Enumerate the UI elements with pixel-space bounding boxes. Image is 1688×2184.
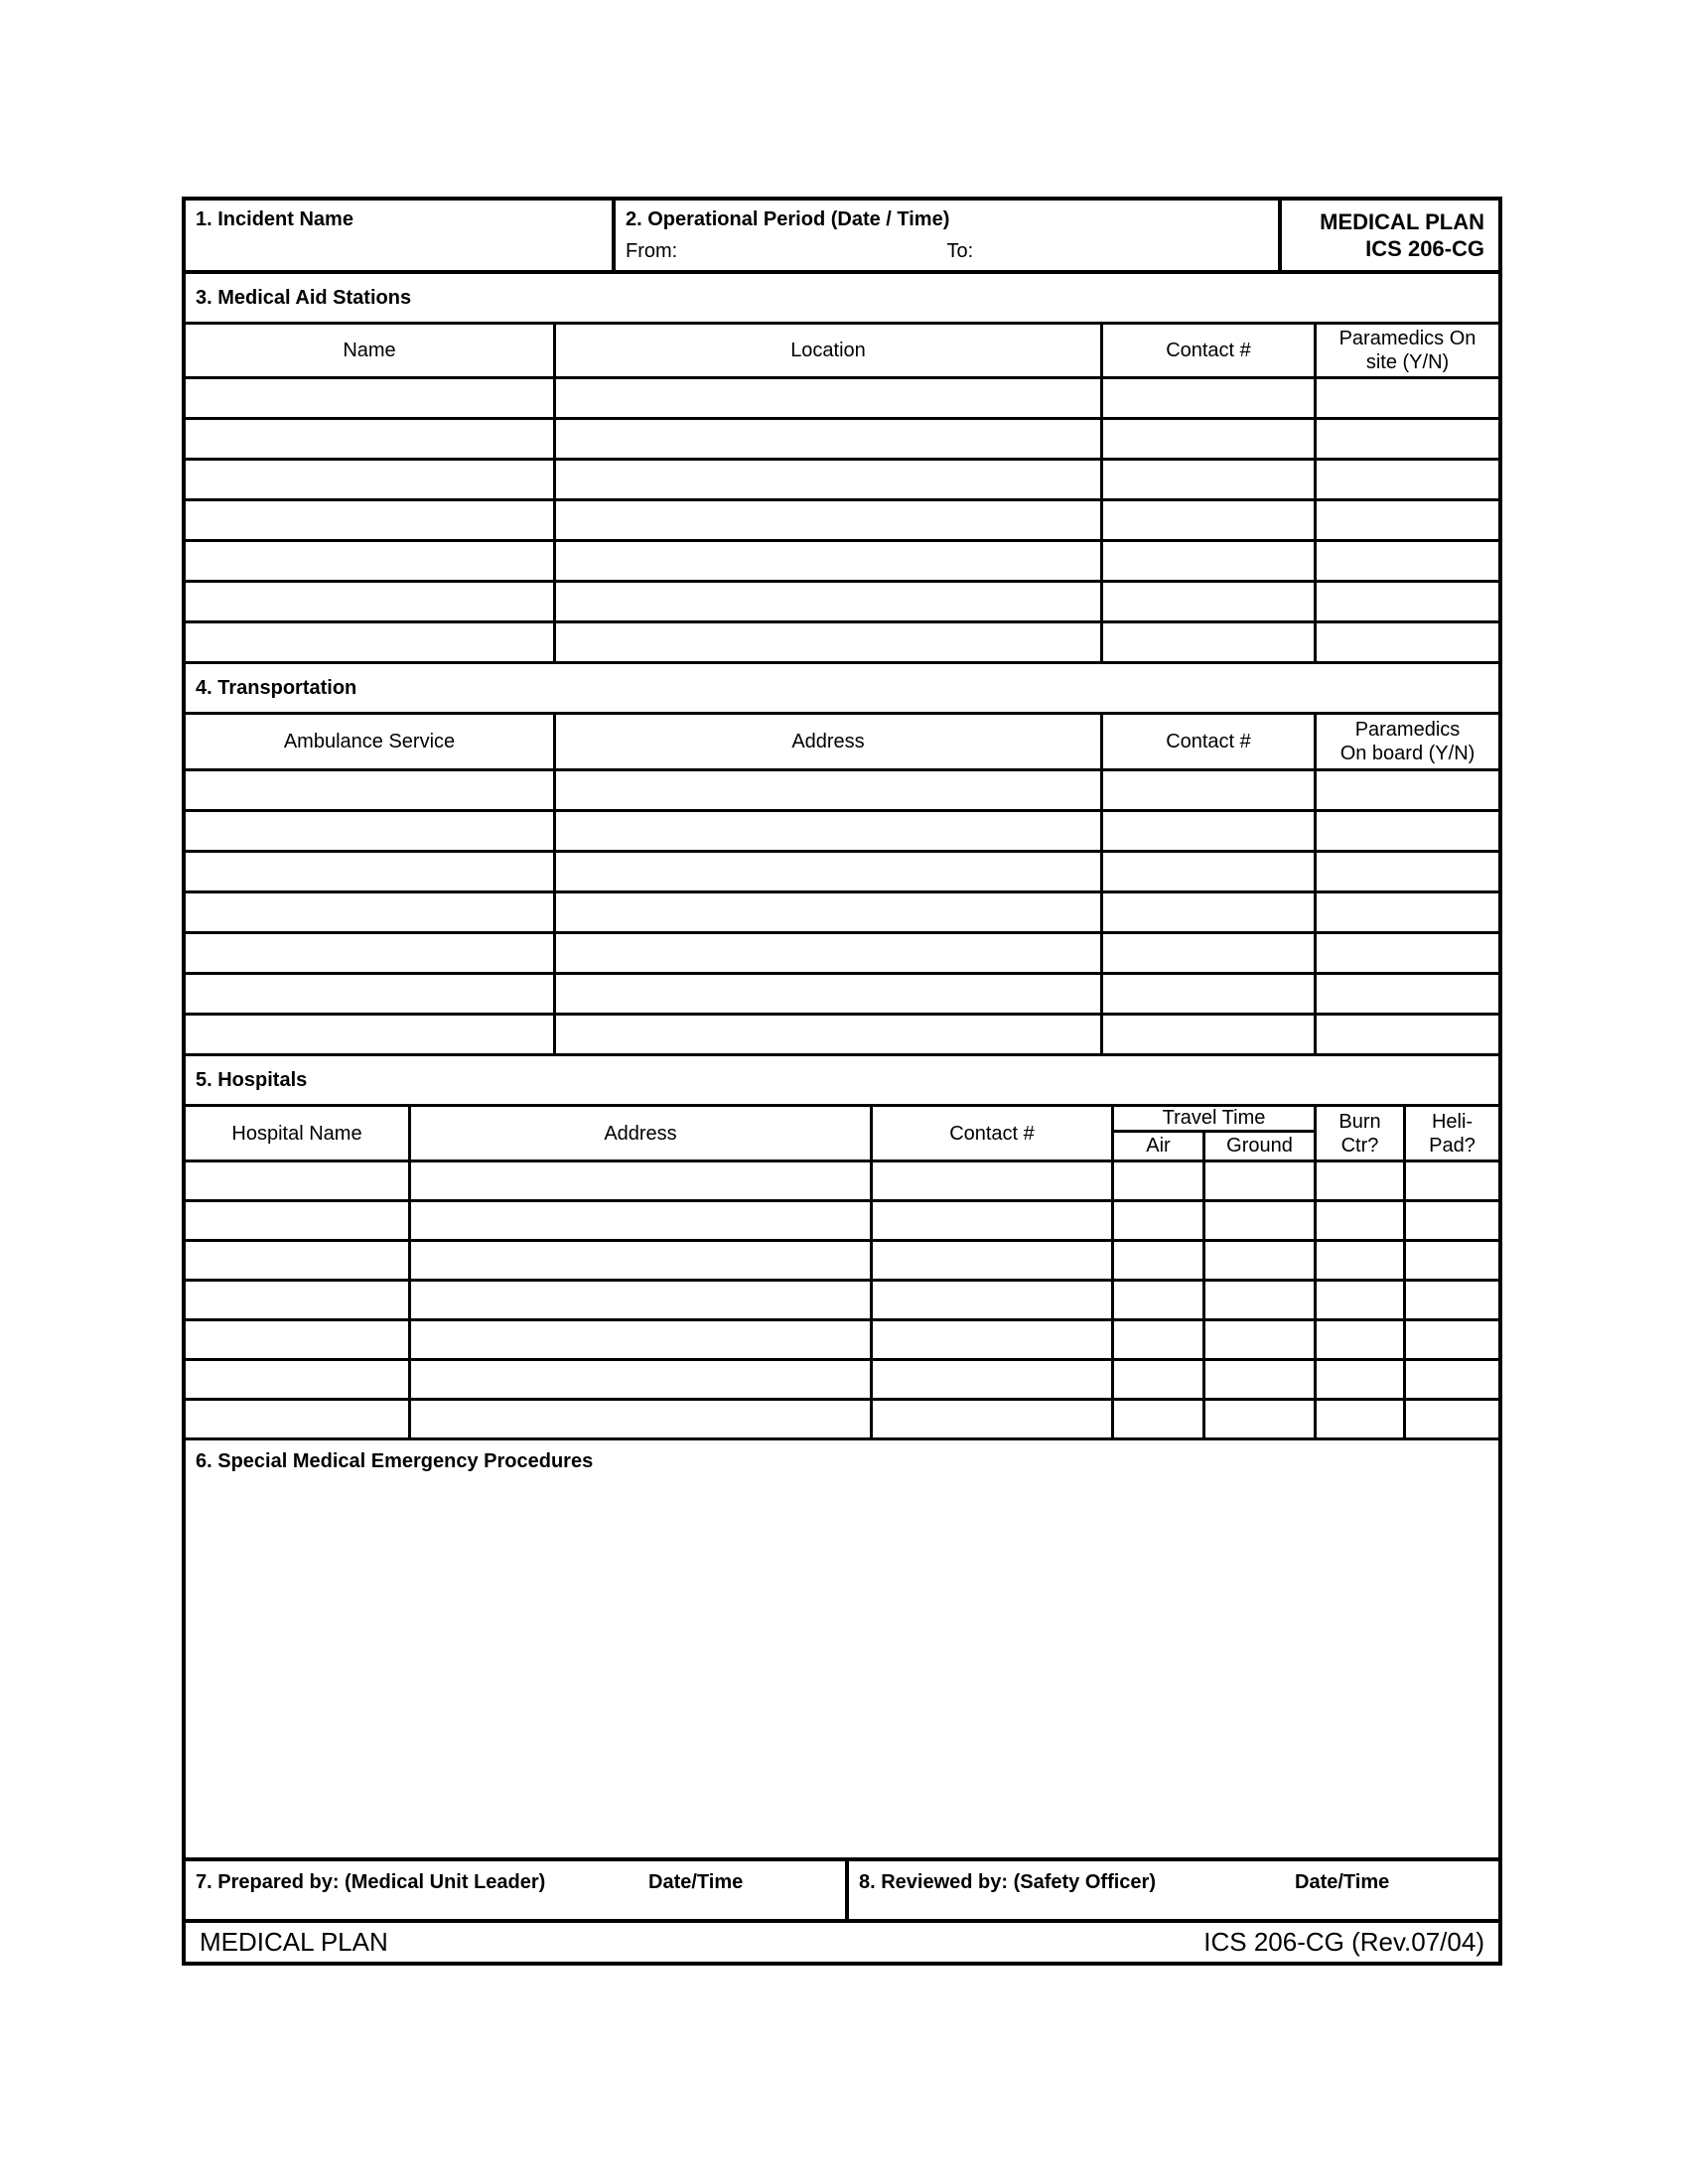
- transportation-section-title: 4. Transportation: [196, 676, 357, 699]
- empty-cell[interactable]: [556, 975, 1103, 1013]
- empty-cell[interactable]: [411, 1321, 873, 1358]
- empty-cell[interactable]: [186, 893, 556, 931]
- medical-aid-section-bar: [186, 274, 1498, 325]
- col-label: Heli-: [1431, 1110, 1474, 1133]
- col-label: Ambulance Service: [283, 731, 456, 752]
- table-row: [186, 771, 1498, 812]
- hospitals-section-title: 5. Hospitals: [196, 1068, 308, 1091]
- form-title-line2: ICS 206-CG: [1365, 236, 1484, 261]
- col-label: Burn: [1338, 1110, 1381, 1133]
- empty-cell[interactable]: [186, 1401, 411, 1437]
- empty-cell[interactable]: [186, 1282, 411, 1318]
- empty-cell[interactable]: [1317, 1202, 1406, 1239]
- col-label: Air: [1146, 1135, 1171, 1157]
- to-label: To:: [946, 240, 974, 262]
- empty-cell[interactable]: [873, 1401, 1114, 1437]
- empty-cell[interactable]: [1103, 771, 1317, 809]
- empty-cell[interactable]: [1317, 853, 1498, 890]
- table-row: [186, 623, 1498, 664]
- empty-cell[interactable]: [186, 1321, 411, 1358]
- hospitals-col-travel-time: [1114, 1107, 1317, 1160]
- hospitals-col-ground: [1205, 1133, 1314, 1160]
- empty-cell[interactable]: [1103, 542, 1317, 580]
- empty-cell[interactable]: [186, 1162, 411, 1199]
- empty-cell[interactable]: [1317, 1282, 1406, 1318]
- reviewed-by-label: 8. Reviewed by: (Safety Officer): [859, 1871, 1156, 1893]
- table-row: [186, 812, 1498, 853]
- empty-cell[interactable]: [186, 1242, 411, 1279]
- empty-cell[interactable]: [186, 1361, 411, 1398]
- empty-cell[interactable]: [1114, 1242, 1205, 1279]
- empty-cell[interactable]: [873, 1361, 1114, 1398]
- empty-cell[interactable]: [1205, 1162, 1317, 1199]
- table-row: [186, 461, 1498, 501]
- from-label: From:: [626, 240, 678, 262]
- operational-period-field[interactable]: [616, 201, 1278, 270]
- transportation-col-address: [556, 715, 1103, 768]
- empty-cell[interactable]: [411, 1401, 873, 1437]
- empty-cell[interactable]: [1317, 461, 1498, 498]
- col-label: Location: [790, 340, 866, 361]
- empty-cell[interactable]: [186, 461, 556, 498]
- table-row: [186, 583, 1498, 623]
- empty-cell[interactable]: [186, 934, 556, 972]
- table-row: [186, 853, 1498, 893]
- table-row: [186, 1242, 1498, 1282]
- transportation-table-body: [186, 771, 1498, 1056]
- empty-cell[interactable]: [1406, 1282, 1498, 1318]
- empty-cell[interactable]: [1103, 379, 1317, 417]
- empty-cell[interactable]: [1205, 1242, 1317, 1279]
- empty-cell[interactable]: [186, 542, 556, 580]
- col-label: Hospital Name: [231, 1122, 362, 1145]
- empty-cell[interactable]: [1406, 1202, 1498, 1239]
- empty-cell[interactable]: [1406, 1162, 1498, 1199]
- empty-cell[interactable]: [873, 1321, 1114, 1358]
- empty-cell[interactable]: [186, 975, 556, 1013]
- empty-cell[interactable]: [1114, 1321, 1205, 1358]
- incident-name-label: 1. Incident Name: [196, 208, 353, 230]
- table-row: [186, 1321, 1498, 1361]
- empty-cell[interactable]: [1205, 1282, 1317, 1318]
- empty-cell[interactable]: [1317, 583, 1498, 620]
- empty-cell[interactable]: [1114, 1361, 1205, 1398]
- empty-cell[interactable]: [1103, 420, 1317, 458]
- empty-cell[interactable]: [1317, 420, 1498, 458]
- empty-cell[interactable]: [411, 1361, 873, 1398]
- table-row: [186, 1162, 1498, 1202]
- empty-cell[interactable]: [556, 623, 1103, 661]
- empty-cell[interactable]: [1317, 1361, 1406, 1398]
- table-row: [186, 420, 1498, 461]
- empty-cell[interactable]: [1406, 1321, 1498, 1358]
- empty-cell[interactable]: [1317, 542, 1498, 580]
- operational-period-range: [626, 240, 1268, 264]
- empty-cell[interactable]: [1317, 623, 1498, 661]
- col-label: Pad?: [1429, 1134, 1476, 1157]
- footer-form-number: ICS 206-CG (Rev.07/04): [1203, 1927, 1484, 1957]
- empty-cell[interactable]: [1103, 501, 1317, 539]
- empty-cell[interactable]: [186, 379, 556, 417]
- prepared-by-field[interactable]: [186, 1861, 849, 1919]
- col-label: Address: [604, 1122, 677, 1145]
- col-label: Contact #: [1166, 340, 1251, 361]
- form-header-row: [186, 201, 1498, 274]
- col-label: Paramedics: [1354, 719, 1461, 741]
- table-row: [186, 1202, 1498, 1242]
- empty-cell[interactable]: [556, 542, 1103, 580]
- col-label: Name: [343, 340, 396, 361]
- prepared-datetime-label: Date/Time: [648, 1871, 744, 1893]
- hospitals-col-contact: [873, 1107, 1114, 1160]
- medical-aid-table-body: [186, 379, 1498, 664]
- empty-cell[interactable]: [186, 812, 556, 850]
- empty-cell[interactable]: [1103, 853, 1317, 890]
- empty-cell[interactable]: [186, 420, 556, 458]
- hospitals-table-body: [186, 1162, 1498, 1440]
- empty-cell[interactable]: [556, 853, 1103, 890]
- empty-cell[interactable]: [1317, 1162, 1406, 1199]
- empty-cell[interactable]: [1103, 583, 1317, 620]
- empty-cell[interactable]: [411, 1242, 873, 1279]
- empty-cell[interactable]: [186, 853, 556, 890]
- empty-cell[interactable]: [556, 771, 1103, 809]
- form-footer: [186, 1923, 1498, 1962]
- empty-cell[interactable]: [1205, 1202, 1317, 1239]
- table-row: [186, 893, 1498, 934]
- signoff-row: [186, 1861, 1498, 1923]
- empty-cell[interactable]: [1406, 1401, 1498, 1437]
- empty-cell[interactable]: [556, 893, 1103, 931]
- form-title-box: [1278, 201, 1498, 270]
- empty-cell[interactable]: [1317, 893, 1498, 931]
- empty-cell[interactable]: [1317, 771, 1498, 809]
- transportation-col-contact: [1103, 715, 1317, 768]
- col-label: Ctr?: [1340, 1134, 1379, 1157]
- table-row: [186, 975, 1498, 1016]
- table-row: [186, 934, 1498, 975]
- empty-cell[interactable]: [186, 623, 556, 661]
- transportation-col-paramedics: [1317, 715, 1498, 768]
- empty-cell[interactable]: [1205, 1401, 1317, 1437]
- col-label: Contact #: [1166, 731, 1251, 752]
- form-title-line1: MEDICAL PLAN: [1320, 209, 1484, 234]
- col-label: Travel Time: [1162, 1107, 1266, 1129]
- empty-cell[interactable]: [1317, 1016, 1498, 1053]
- table-row: [186, 542, 1498, 583]
- empty-cell[interactable]: [411, 1202, 873, 1239]
- transportation-section-bar: [186, 664, 1498, 715]
- empty-cell[interactable]: [1114, 1282, 1205, 1318]
- empty-cell[interactable]: [1114, 1401, 1205, 1437]
- medical-aid-header-row: [186, 325, 1498, 379]
- travel-time-subcolumns: [1114, 1133, 1314, 1160]
- travel-time-label: [1114, 1107, 1314, 1133]
- empty-cell[interactable]: [186, 501, 556, 539]
- empty-cell[interactable]: [556, 1016, 1103, 1053]
- col-label: Ground: [1226, 1135, 1293, 1157]
- empty-cell[interactable]: [1103, 934, 1317, 972]
- ics-206-medical-plan-form: [182, 197, 1502, 1966]
- empty-cell[interactable]: [1317, 812, 1498, 850]
- medical-aid-col-name: [186, 325, 556, 376]
- empty-cell[interactable]: [411, 1282, 873, 1318]
- col-label: site (Y/N): [1365, 351, 1450, 373]
- empty-cell[interactable]: [873, 1282, 1114, 1318]
- empty-cell[interactable]: [556, 420, 1103, 458]
- transportation-header-row: [186, 715, 1498, 771]
- col-label: Contact #: [949, 1122, 1035, 1145]
- empty-cell[interactable]: [186, 583, 556, 620]
- empty-cell[interactable]: [1406, 1242, 1498, 1279]
- empty-cell[interactable]: [873, 1242, 1114, 1279]
- empty-cell[interactable]: [1103, 1016, 1317, 1053]
- medical-aid-col-paramedics: [1317, 325, 1498, 376]
- table-row: [186, 501, 1498, 542]
- prepared-by-label: 7. Prepared by: (Medical Unit Leader): [196, 1871, 546, 1893]
- hospitals-col-air: [1114, 1133, 1205, 1160]
- footer-form-name: MEDICAL PLAN: [200, 1927, 388, 1957]
- empty-cell[interactable]: [1103, 812, 1317, 850]
- hospitals-col-helipad: [1406, 1107, 1498, 1160]
- empty-cell[interactable]: [1406, 1361, 1498, 1398]
- empty-cell[interactable]: [1205, 1321, 1317, 1358]
- empty-cell[interactable]: [556, 934, 1103, 972]
- table-row: [186, 1361, 1498, 1401]
- empty-cell[interactable]: [186, 1202, 411, 1239]
- table-row: [186, 1401, 1498, 1440]
- transportation-col-service: [186, 715, 556, 768]
- empty-cell[interactable]: [1103, 975, 1317, 1013]
- empty-cell[interactable]: [556, 461, 1103, 498]
- empty-cell[interactable]: [1103, 461, 1317, 498]
- hospitals-col-name: [186, 1107, 411, 1160]
- empty-cell[interactable]: [186, 771, 556, 809]
- empty-cell[interactable]: [873, 1162, 1114, 1199]
- hospitals-col-burn-center: [1317, 1107, 1406, 1160]
- empty-cell[interactable]: [556, 583, 1103, 620]
- empty-cell[interactable]: [556, 501, 1103, 539]
- hospitals-header-row: [186, 1107, 1498, 1162]
- empty-cell[interactable]: [1317, 1242, 1406, 1279]
- empty-cell[interactable]: [186, 1016, 556, 1053]
- table-row: [186, 379, 1498, 420]
- empty-cell[interactable]: [873, 1202, 1114, 1239]
- incident-name-field[interactable]: [186, 201, 616, 270]
- empty-cell[interactable]: [1317, 379, 1498, 417]
- empty-cell[interactable]: [556, 379, 1103, 417]
- empty-cell[interactable]: [1103, 893, 1317, 931]
- empty-cell[interactable]: [1317, 975, 1498, 1013]
- reviewed-by-field[interactable]: [849, 1861, 1498, 1919]
- col-label: Address: [791, 731, 865, 752]
- empty-cell[interactable]: [1317, 1321, 1406, 1358]
- reviewed-datetime-label: Date/Time: [1295, 1871, 1390, 1893]
- empty-cell[interactable]: [1114, 1202, 1205, 1239]
- hospitals-section-bar: [186, 1056, 1498, 1107]
- empty-cell[interactable]: [1114, 1162, 1205, 1199]
- empty-cell[interactable]: [1205, 1361, 1317, 1398]
- hospitals-col-address: [411, 1107, 873, 1160]
- medical-aid-section-title: 3. Medical Aid Stations: [196, 286, 412, 309]
- col-label: On board (Y/N): [1339, 743, 1476, 764]
- medical-aid-col-location: [556, 325, 1103, 376]
- empty-cell[interactable]: [1317, 1401, 1406, 1437]
- empty-cell[interactable]: [556, 812, 1103, 850]
- table-row: [186, 1016, 1498, 1056]
- empty-cell[interactable]: [1103, 623, 1317, 661]
- empty-cell[interactable]: [1317, 934, 1498, 972]
- medical-aid-col-contact: [1103, 325, 1317, 376]
- operational-period-label: 2. Operational Period (Date / Time): [626, 208, 950, 230]
- special-procedures-field[interactable]: [186, 1440, 1498, 1861]
- empty-cell[interactable]: [411, 1162, 873, 1199]
- special-procedures-label: 6. Special Medical Emergency Procedures: [196, 1450, 594, 1472]
- empty-cell[interactable]: [1317, 501, 1498, 539]
- col-label: Paramedics On: [1338, 328, 1477, 349]
- table-row: [186, 1282, 1498, 1321]
